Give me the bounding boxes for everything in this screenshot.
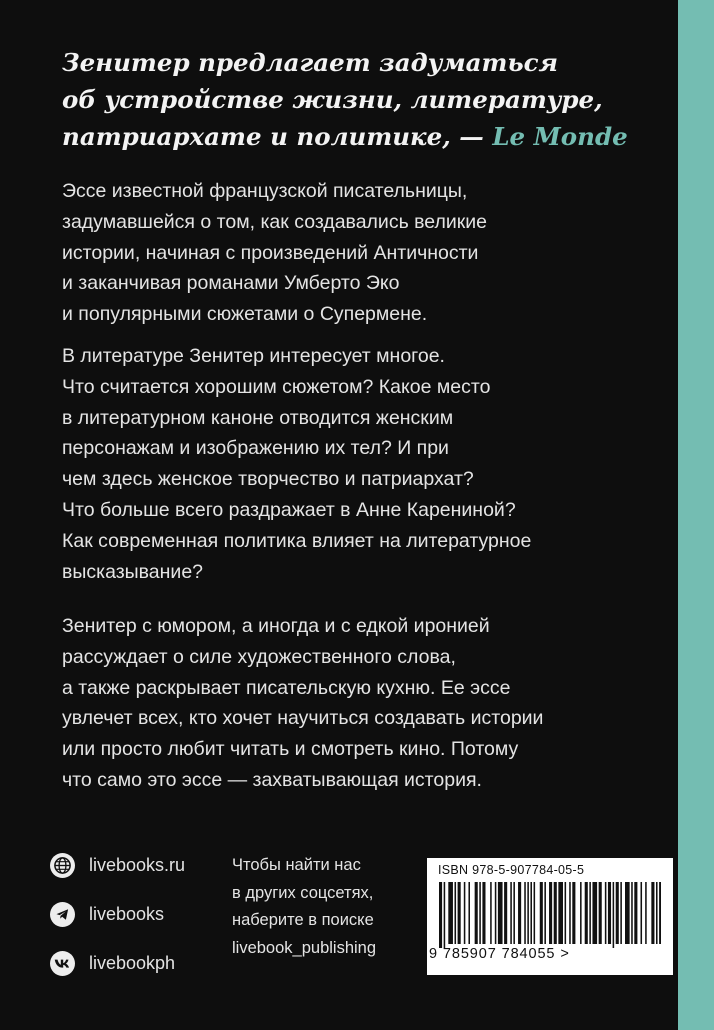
paragraph-line: и популярными сюжетами о Супермене. (62, 303, 428, 326)
contact-label: livebooks (89, 903, 165, 924)
paragraph-line: рассуждает о силе художественного слова, (62, 645, 456, 668)
quote-line-text: патриархате и политике, — (62, 122, 484, 151)
barcode-bars (439, 882, 661, 948)
description-paragraph-1 (62, 176, 652, 330)
paragraph-line: задумавшейся о том, как создавались великие (62, 210, 488, 233)
social-search-note (232, 852, 412, 962)
contact-vk[interactable] (50, 946, 220, 980)
paragraph-line: персонажам и изображению их тел? И при (62, 437, 449, 460)
paragraph-line: а также раскрывает писательскую кухню. Ее эссе (62, 676, 511, 699)
paragraph-line: или просто любит читать и смотреть кино. Потому (62, 738, 519, 761)
press-quote (62, 44, 662, 155)
vk-icon (50, 951, 75, 976)
paragraph-line: увлечет всех, кто хочет научиться создавать истории (62, 707, 544, 730)
spine-edge (678, 0, 714, 1030)
paragraph-line: истории, начиная с произведений Античности (62, 241, 479, 264)
contact-website[interactable] (50, 848, 220, 882)
paragraph-line: что само это эссе — захватывающая история. (62, 768, 482, 791)
quote-line: Зенитер предлагает задуматься (62, 48, 559, 77)
paragraph-line: Что больше всего раздражает в Анне Карениной? (62, 498, 516, 521)
contact-label: livebookph (89, 952, 176, 973)
contact-label: livebooks.ru (89, 854, 186, 875)
isbn-label: ISBN 978-5-907784-05-5 (438, 863, 585, 877)
description-paragraph-2 (62, 341, 652, 587)
quote-line (62, 118, 662, 155)
paragraph-line: Что считается хорошим сюжетом? Какое место (62, 375, 491, 398)
paragraph-line: чем здесь женское творчество и патриархат? (62, 468, 474, 491)
telegram-icon (50, 902, 75, 927)
globe-icon (50, 853, 75, 878)
paragraph-line: Зенитер с юмором, а иногда и с едкой иронией (62, 615, 490, 637)
note-line: в других соцсетях, (232, 883, 374, 902)
paragraph-line: В литературе Зенитер интересует многое. (62, 345, 445, 367)
isbn-barcode (427, 858, 673, 975)
quote-line: об устройстве жизни, литературе, (62, 85, 603, 114)
paragraph-line: Эссе известной французской писательницы, (62, 180, 468, 202)
paragraph-line: высказывание? (62, 560, 204, 583)
quote-source: Le Monde (492, 122, 628, 151)
barcode-digits: 9 785907 784055 > (429, 946, 570, 962)
paragraph-line: Как современная политика влияет на литературное (62, 529, 532, 552)
description-paragraph-3 (62, 611, 652, 796)
paragraph-line: и заканчивая романами Умберто Эко (62, 272, 400, 295)
contact-telegram[interactable] (50, 897, 220, 931)
note-line: наберите в поиске (232, 911, 374, 929)
paragraph-line: в литературном каноне отводится женским (62, 406, 454, 429)
note-line: livebook_publishing (232, 938, 377, 957)
note-line: Чтобы найти нас (232, 856, 361, 874)
